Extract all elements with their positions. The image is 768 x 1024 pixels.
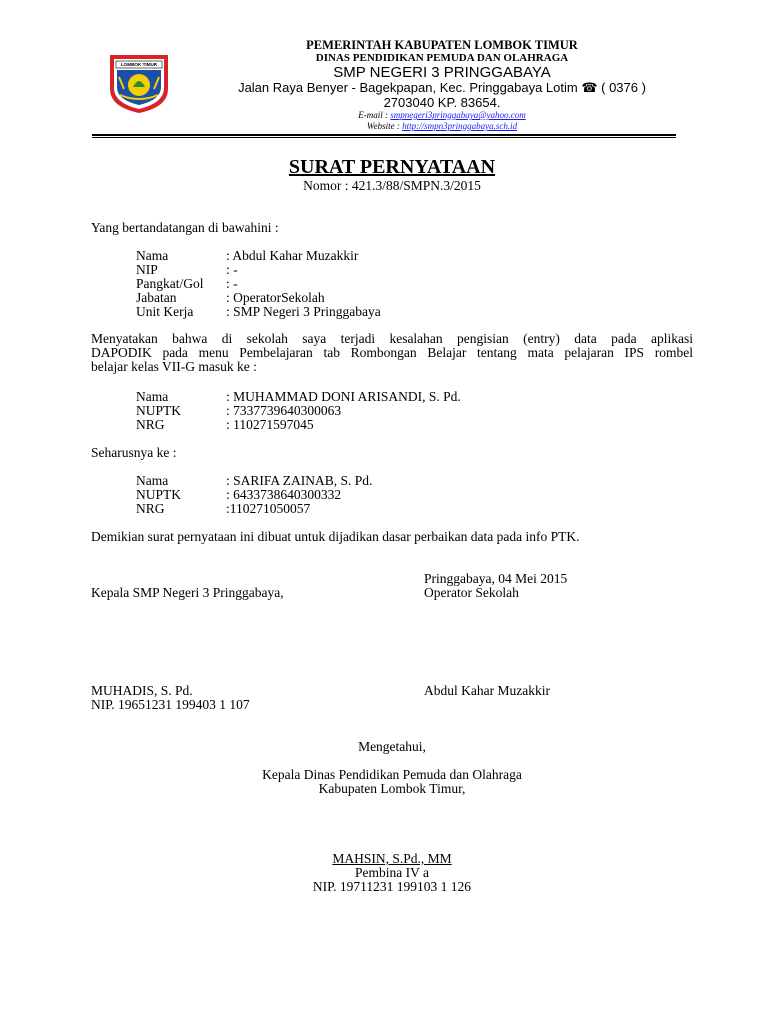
website-line bbox=[200, 121, 684, 132]
address-line-2: 2703040 KP. 83654. bbox=[383, 95, 501, 110]
website-label: Website : bbox=[366, 121, 403, 131]
correct-nrg-label: NRG bbox=[136, 501, 165, 516]
letterhead-divider-thick bbox=[92, 134, 676, 136]
signer-nip-label: NIP bbox=[136, 262, 158, 277]
document-number: Nomor : 421.3/88/SMPN.3/2015 bbox=[303, 178, 481, 193]
government-name: PEMERINTAH KABUPATEN LOMBOK TIMUR bbox=[306, 38, 578, 52]
head-nip: NIP. 19711231 199103 1 126 bbox=[312, 879, 472, 894]
wrong-nrg-value: : 110271597045 bbox=[226, 417, 314, 432]
place-date: Pringgabaya, 04 Mei 2015 bbox=[424, 571, 568, 586]
principal-nip: NIP. 19651231 199403 1 107 bbox=[91, 697, 250, 712]
statement-line-1: Menyatakan bahwa di sekolah saya terjadi kesalahan pengisian (entry) data pada aplikasi bbox=[91, 331, 693, 346]
signer-name-value: : Abdul Kahar Muzakkir bbox=[226, 248, 359, 263]
document-title: SURAT PERNYATAAN bbox=[288, 156, 496, 178]
signer-rank-value: : - bbox=[226, 276, 238, 291]
signer-position-value: : OperatorSekolah bbox=[226, 290, 325, 305]
operator-name: Abdul Kahar Muzakkir bbox=[424, 683, 550, 698]
correct-name-label: Nama bbox=[136, 473, 169, 488]
signer-unit-value: : SMP Negeri 3 Pringgabaya bbox=[226, 304, 381, 319]
district-logo bbox=[106, 53, 172, 115]
correct-nuptk-value: : 6433738640300332 bbox=[226, 487, 342, 502]
statement-line-3: belajar kelas VII-G masuk ke : bbox=[91, 359, 257, 374]
logo-caption: LOMBOK TIMUR bbox=[120, 62, 158, 67]
correct-nuptk-label: NUPTK bbox=[136, 487, 182, 502]
correct-nrg-value: :110271050057 bbox=[226, 501, 311, 516]
principal-name: MUHADIS, S. Pd. bbox=[91, 683, 193, 698]
intro-text: Yang bertandatangan di bawahini : bbox=[91, 220, 279, 235]
head-name-wrap bbox=[192, 851, 592, 866]
signer-name-label: Nama bbox=[136, 248, 169, 263]
head-name: MAHSIN, S.Pd., MM bbox=[332, 851, 452, 866]
closing-text: Demikian surat pernyataan ini dibuat untuk dijadikan dasar perbaikan data pada info PTK. bbox=[91, 529, 580, 544]
signer-nip-value: : - bbox=[226, 262, 238, 277]
head-title-2: Kabupaten Lombok Timur, bbox=[318, 781, 466, 796]
school-name: SMP NEGERI 3 PRINGGABAYA bbox=[333, 64, 551, 81]
principal-title: Kepala SMP Negeri 3 Pringgabaya, bbox=[91, 585, 284, 600]
website-link[interactable]: http://smpn3pringgabaya.sch.id bbox=[402, 121, 518, 131]
wrong-name-label: Nama bbox=[136, 389, 169, 404]
statement-line-2: DAPODIK pada menu Pembelajaran tab Rombongan Belajar tentang mata pelajaran IPS rombel bbox=[91, 345, 693, 360]
head-title-1: Kepala Dinas Pendidikan Pemuda dan Olahraga bbox=[262, 767, 522, 782]
head-rank: Pembina IV a bbox=[355, 865, 429, 880]
letterhead-divider-thin bbox=[92, 137, 676, 138]
email-line bbox=[200, 110, 684, 121]
address-line-1: Jalan Raya Benyer - Bagekpapan, Kec. Pringgabaya Lotim ☎ ( 0376 ) bbox=[238, 80, 646, 95]
wrong-nuptk-value: : 7337739640300063 bbox=[226, 403, 342, 418]
signer-position-label: Jabatan bbox=[136, 290, 177, 305]
email-label: E-mail : bbox=[358, 110, 391, 120]
signer-rank-label: Pangkat/Gol bbox=[136, 276, 204, 291]
should-be-text: Seharusnya ke : bbox=[91, 445, 177, 460]
correct-name-value: : SARIFA ZAINAB, S. Pd. bbox=[226, 473, 373, 488]
operator-title: Operator Sekolah bbox=[424, 585, 519, 600]
acknowledge-label: Mengetahui, bbox=[358, 739, 426, 754]
wrong-nuptk-label: NUPTK bbox=[136, 403, 182, 418]
department-name: DINAS PENDIDIKAN PEMUDA DAN OLAHRAGA bbox=[315, 52, 569, 64]
statement-paragraph bbox=[91, 332, 693, 374]
wrong-name-value: : MUHAMMAD DONI ARISANDI, S. Pd. bbox=[226, 389, 461, 404]
signer-unit-label: Unit Kerja bbox=[136, 304, 194, 319]
wrong-nrg-label: NRG bbox=[136, 417, 165, 432]
email-link[interactable]: smpnegeri3pringgabaya@yahoo.com bbox=[390, 110, 526, 120]
